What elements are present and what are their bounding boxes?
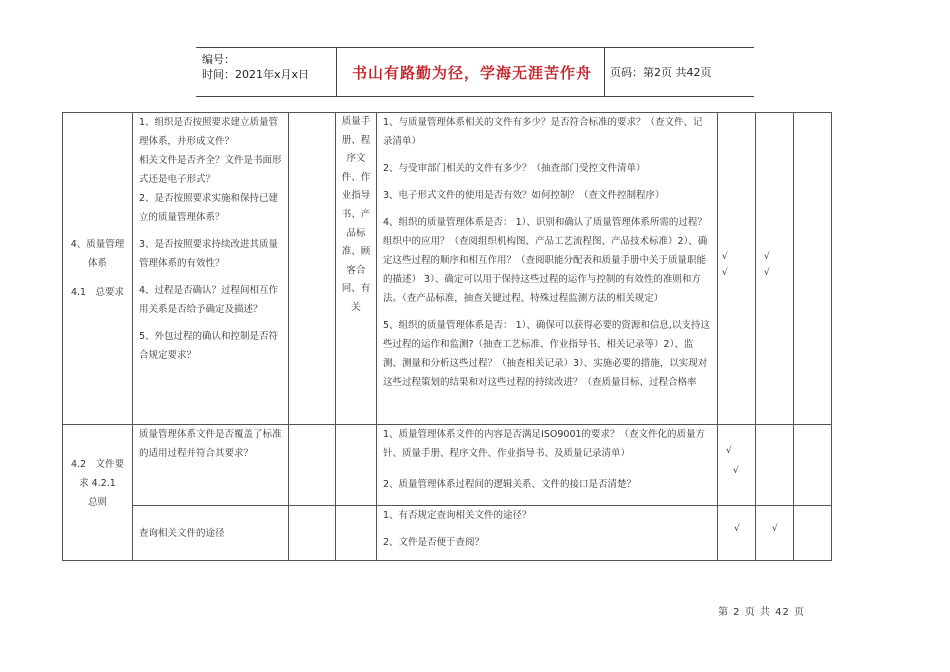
check-item: 1、质量管理体系文件的内容是否满足ISO9001的要求？（查文件化的质量方针、质量手册、程序文件、作业指导书、及质量记录清单）	[383, 429, 706, 459]
clause-line: 总则	[87, 497, 107, 508]
empty-cell	[289, 425, 336, 506]
check-mark: √	[733, 466, 739, 476]
clause-line: 体系	[87, 258, 107, 269]
check-item: 5、组织的质量管理体系是否： 1）、确保可以获得必要的资源和信息,以支持这些过程的运作和监测?（抽查工艺标准、作业指导书、相关记录等）2）、监测、测量和分析这些过程？（抽查相关记录）3）、实施必要的措施，以实现对这些过程策划的结果和对这些过程的持续改进？（查质量目标、过程合格率	[383, 320, 710, 388]
check-column-cell	[756, 113, 794, 425]
empty-cell	[289, 506, 336, 561]
page-footer: 第 2 页 共 42 页	[718, 607, 805, 618]
check-mark: √	[726, 446, 732, 456]
header-meta	[202, 52, 309, 82]
check-mark: √	[764, 268, 770, 278]
documents-text: 质量手册、程序文件、作业指导书、产品标准、顾客合同、有关	[341, 116, 371, 313]
requirement-text: 查询相关文件的途径	[139, 527, 225, 539]
requirement-cell	[133, 113, 289, 425]
requirement-text: 质量管理体系文件是否覆盖了标准的适用过程并符合其要求？	[139, 429, 282, 459]
check-item: 2、质量管理体系过程间的逻辑关系、文件的接口是否清楚？	[383, 479, 637, 490]
clause-line: 4、质量管理	[70, 239, 125, 250]
check-item: 2、与受审部门相关的文件有多少？（抽查部门受控文件清单）	[383, 163, 646, 174]
header-page-number: 页码：第2页 共42页	[610, 66, 712, 79]
header-motto: 书山有路勤为径，学海无涯苦作舟	[351, 64, 592, 82]
requirement-text: 2、是否按照要求实施和保持已建立的质量管理体系？	[139, 193, 279, 223]
check-item: 1、有否规定查询相关文件的途径？	[383, 510, 532, 521]
documents-cell	[336, 113, 377, 425]
requirement-text: 1、组织是否按照要求建立质量管理体系，并形成文件？	[139, 117, 279, 147]
check-item: 2、文件是否便于查阅？	[383, 537, 485, 548]
check-mark: √	[764, 252, 770, 262]
requirement-cell	[133, 425, 289, 506]
page-header	[196, 47, 754, 97]
document-time: 时间：2021年x月x日	[202, 68, 310, 81]
check-column-cell	[756, 425, 794, 506]
check-item: 4、组织的质量管理体系是否： 1）、识别和确认了质量管理体系所需的过程？组织中的应用？（查阅组织机构图、产品工艺流程图、产品技术标准）2）、确定这些过程的顺序和相互作用？（查阅职能分配表和质量手册中关于质量职能的描述） 3）、确定可以用于保持这些过程的运作与控制的有效性的准则和方法。（查产品标准，抽查关键过程、特殊过程监测方法的相关规定）	[383, 217, 708, 304]
documents-cell	[336, 506, 377, 561]
check-column-cell	[794, 113, 832, 425]
check-mark: √	[722, 252, 728, 262]
header-divider	[336, 48, 337, 96]
empty-cell	[289, 113, 336, 425]
check-item: 3、电子形式文件的使用是否有效？如何控制？（查文件控制程序）	[383, 190, 665, 201]
audit-checklist-table	[62, 112, 832, 561]
requirement-text: 4、过程是否确认？过程间相互作用关系是否给予确定及描述？	[139, 285, 279, 315]
document-number-label: 编号：	[202, 53, 235, 66]
clause-cell	[63, 425, 133, 561]
requirement-text: 3、是否按照要求持续改进其质量管理体系的有效性？	[139, 239, 279, 269]
table-row	[63, 425, 832, 506]
check-method-cell	[377, 506, 718, 561]
check-mark: √	[734, 524, 740, 534]
table-row	[63, 113, 832, 425]
check-column-cell	[794, 425, 832, 506]
requirement-text: 5、外包过程的确认和控制是否符合规定要求？	[139, 331, 279, 361]
requirement-text: 相关文件是否齐全？文件是书面形式还是电子形式？	[139, 155, 282, 185]
clause-line: 求 4.2.1	[79, 478, 116, 489]
clause-line: 4.1 总要求	[70, 287, 125, 298]
header-divider	[604, 48, 605, 96]
requirement-cell	[133, 506, 289, 561]
check-mark: √	[772, 524, 778, 534]
check-column-cell	[718, 425, 756, 506]
check-method-cell	[377, 113, 718, 425]
clause-line: 4.2 文件要	[70, 459, 125, 470]
check-mark: √	[722, 268, 728, 278]
documents-cell	[336, 425, 377, 506]
table-row	[63, 506, 832, 561]
clause-cell	[63, 113, 133, 425]
check-method-cell	[377, 425, 718, 506]
check-column-cell	[794, 506, 832, 561]
check-item: 1、与质量管理体系相关的文件有多少？是否符合标准的要求？（查文件、记录清单）	[383, 117, 703, 147]
